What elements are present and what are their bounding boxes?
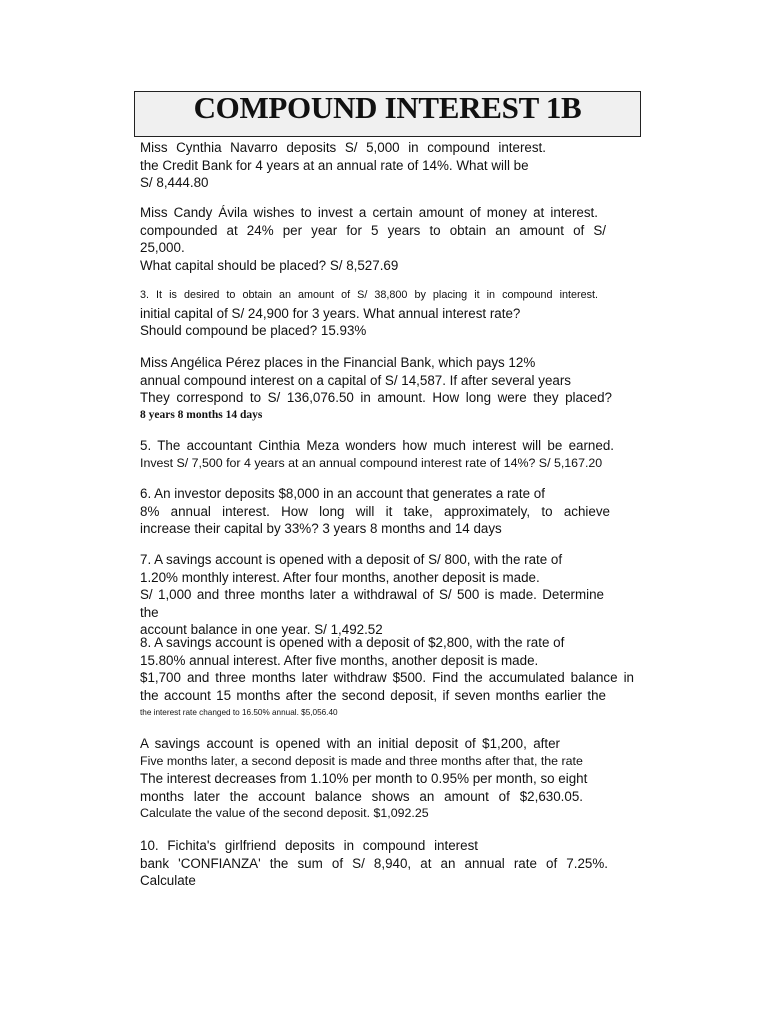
problem-line: Calculate <box>140 873 196 889</box>
problem-line: They correspond to S/ 136,076.50 in amount. How long were they placed? <box>140 390 612 406</box>
problem-4 <box>140 354 634 424</box>
problem-line: Invest S/ 7,500 for 4 years at an annual compound interest rate of 14%? S/ 5,167.20 <box>140 455 603 470</box>
problem-line: 5. The accountant Cinthia Meza wonders how much interest will be earned. <box>140 438 614 453</box>
problem-line: initial capital of S/ 24,900 for 3 years. What annual interest rate? <box>140 305 521 321</box>
problem-line: Miss Cynthia Navarro deposits S/ 5,000 in compound interest. <box>140 140 546 155</box>
problem-line: 7. A savings account is opened with a deposit of S/ 800, with the rate of <box>140 552 563 567</box>
problem-line: 6. An investor deposits $8,000 in an account that generates a rate of <box>140 486 545 501</box>
problem-line: the Credit Bank for 4 years at an annual rate of 14%. What will be <box>140 157 529 173</box>
problem-2 <box>140 204 634 274</box>
problem-line: Five months later, a second deposit is made and three months after that, the rate <box>140 753 583 768</box>
problem-line: Miss Angélica Pérez places in the Financial Bank, which pays 12% <box>140 355 536 370</box>
page-title: COMPOUND INTEREST 1B <box>193 90 582 125</box>
problem-line: Calculate the value of the second deposit. $1,092.25 <box>140 806 429 821</box>
problem-line: 8% annual interest. How long will it take, approximately, to achieve <box>140 503 610 519</box>
problem-answer: 8 years 8 months 14 days <box>140 408 263 421</box>
problem-line: The interest decreases from 1.10% per month to 0.95% per month, so eight <box>140 771 588 787</box>
problem-line: Miss Candy Ávila wishes to invest a certain amount of money at interest. <box>140 205 598 220</box>
problem-line: S/ 8,444.80 <box>140 175 209 191</box>
problem-line: the account 15 months after the second deposit, if seven months earlier the <box>140 687 606 703</box>
problem-line: the interest rate changed to 16.50% annual. $5,056.40 <box>140 708 338 718</box>
problem-7 <box>140 551 634 639</box>
title-box <box>134 91 641 137</box>
problem-line: 8. A savings account is opened with a deposit of $2,800, with the rate of <box>140 635 565 650</box>
problem-line: months later the account balance shows an amount of $2,630.05. <box>140 788 583 804</box>
problem-3 <box>140 287 634 340</box>
problem-line: Should compound be placed? 15.93% <box>140 323 367 339</box>
problem-8 <box>140 634 634 722</box>
problem-line: compounded at 24% per year for 5 years to obtain an amount of S/ <box>140 222 606 238</box>
problem-line: increase their capital by 33%? 3 years 8 months and 14 days <box>140 521 502 537</box>
problem-line: $1,700 and three months later withdraw $500. Find the accumulated balance in <box>140 670 634 686</box>
problem-line: What capital should be placed? S/ 8,527.69 <box>140 257 399 273</box>
problem-line: A savings account is opened with an initial deposit of $1,200, after <box>140 736 560 751</box>
problem-line: 10. Fichita's girlfriend deposits in compound interest <box>140 838 478 853</box>
problem-line: 1.20% monthly interest. After four months, another deposit is made. <box>140 569 540 585</box>
problem-line: S/ 1,000 and three months later a withdrawal of S/ 500 is made. Determine the <box>140 587 604 620</box>
problem-6 <box>140 485 634 538</box>
problem-5 <box>140 437 634 472</box>
problem-line: 3. It is desired to obtain an amount of S/ 38,800 by placing it in compound interest. <box>140 289 598 301</box>
problem-10 <box>140 837 634 890</box>
problem-9 <box>140 735 634 823</box>
problem-line: 15.80% annual interest. After five months, another deposit is made. <box>140 652 539 668</box>
problem-1 <box>140 139 634 192</box>
problem-line: bank 'CONFIANZA' the sum of S/ 8,940, at an annual rate of 7.25%. <box>140 855 608 871</box>
problem-line: annual compound interest on a capital of S/ 14,587. If after several years <box>140 372 571 388</box>
problem-line: 25,000. <box>140 240 185 256</box>
problem-line: account balance in one year. S/ 1,492.52 <box>140 622 383 638</box>
